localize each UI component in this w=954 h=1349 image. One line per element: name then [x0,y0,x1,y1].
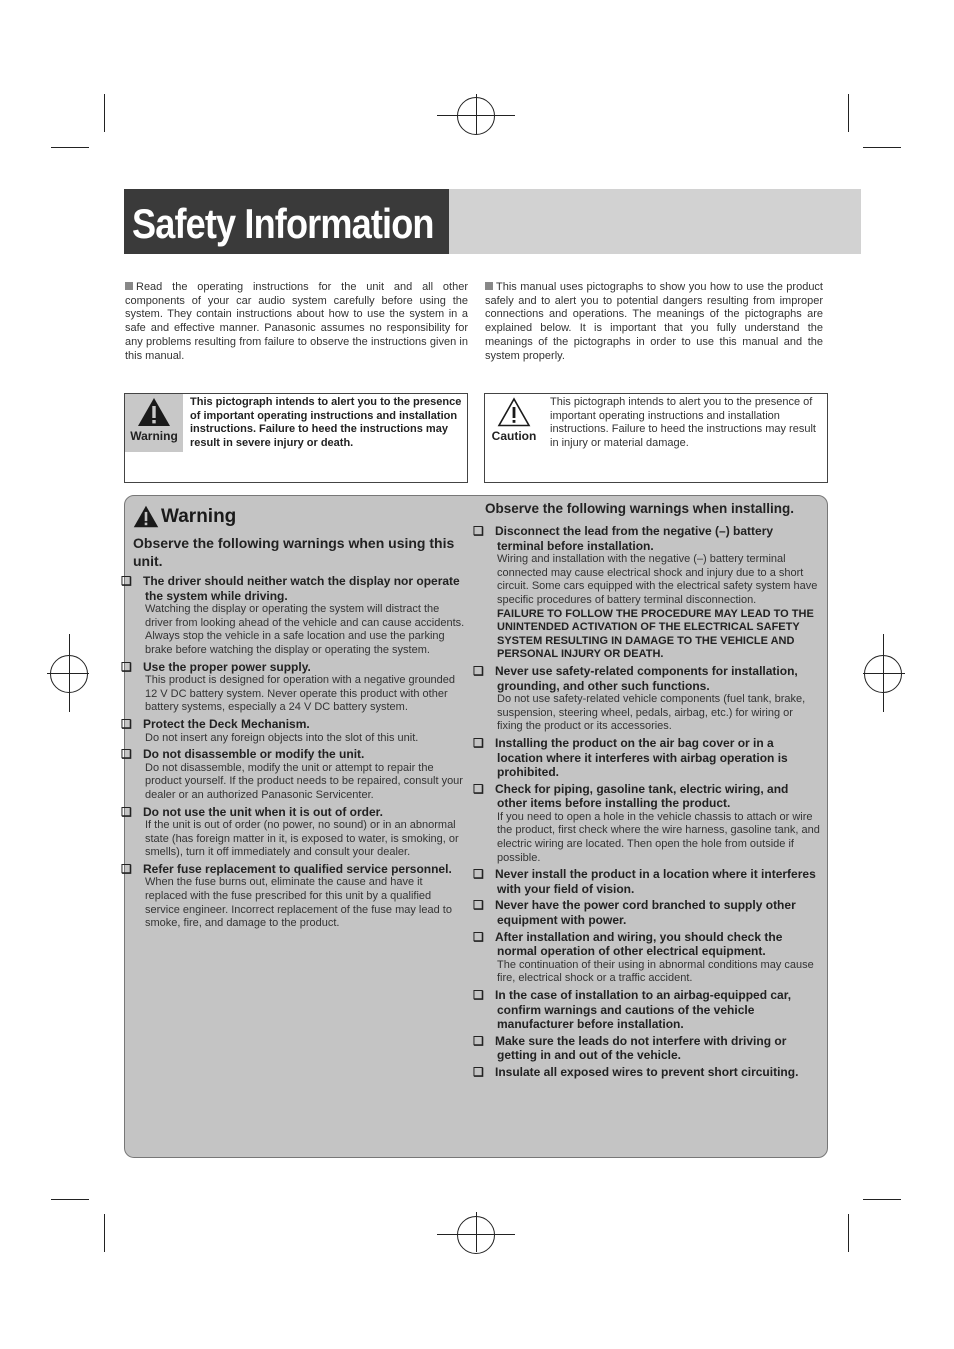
warning-item [473,1033,820,1063]
caution-label: Caution [491,429,537,443]
warning-item-title [473,735,820,780]
warning-item-title-text: Do not disassemble or modify the unit. [143,747,365,762]
crop-mark [104,94,105,132]
warning-item [121,804,467,860]
intro-left-text: Read the operating instructions for the unit and all other components of your car audio system carefully before using the system. They contain instructions about how to use the system in a safe and effective manner. Panasonic assumes no responsibility for any problems resulting from failure to observe the instructions given in this manual. [125,281,468,362]
warning-item-body: When the fuse burns out, eliminate the cause and have it replaced with the fuse prescribed for this unit by a qualified service engineer. Incorrect replacement of the fuse may lead to smoke, fire, and damage to the product. [145,876,452,930]
warning-item-body: Watching the display or operating the system will distract the driver from looking ahead of the vehicle and can cause accidents. Always stop the vehicle in a safe location and use the parking brake before watching the display or operating the system. [145,603,465,656]
warning-item-body: If the unit is out of order (no power, no sound) or in an abnormal state (has foreign matter in it, is exposed to water, is smoking, or smells), turn it off immediately and consult your dealer. [145,819,459,859]
warning-item-body: The continuation of their using in abnormal conditions may cause fire, electrical shock or a traffic accident. [497,958,814,985]
warning-item-title-text: Protect the Deck Mechanism. [143,716,310,731]
warning-item-title [121,747,467,762]
warning-item-body: Do not use safety-related vehicle components (fuel tank, brake, suspension, steering wheel, pedals, airbag, etc.) for wiring or fixing the product or its accessories. [497,693,806,733]
checkbox-bullet-icon: ❏ [473,1064,484,1079]
warning-left-column [121,505,467,933]
warning-item-body: This product is designed for operation with a negative grounded 12 V DC battery system. Never operate this product with other battery systems, especially a 24 V DC battery system. [145,674,456,714]
warning-item-title [473,781,820,811]
checkbox-bullet-icon: ❏ [473,898,484,913]
warning-item [121,747,467,802]
warning-item [473,524,820,662]
warning-heading [133,505,467,528]
page-title: Safety Information [132,200,434,247]
checkbox-bullet-icon: ❏ [473,663,484,678]
caution-icon-cell [485,394,543,452]
registration-mark-line [476,94,477,134]
intro-right-text: This manual uses pictographs to show you how to use the product safely and to alert you to potential dangers resulting from improper connections and operations. The meanings of the pictographs are explained below. It is important that you fully understand the meanings of the pictographs in order to use this manual and the system properly. [485,281,823,362]
checkbox-bullet-icon: ❏ [121,861,132,876]
warning-item-title [473,663,820,693]
warning-item-title [121,574,467,603]
checkbox-bullet-icon: ❏ [121,804,132,819]
warning-item-title-text: Never install the product in a location where it interferes with your field of vision. [495,867,816,896]
warning-item-title [473,524,820,553]
warning-item-title-text: Use the proper power supply. [143,659,311,674]
checkbox-bullet-icon: ❏ [473,735,484,750]
warning-item-title [121,659,467,675]
crop-mark [51,147,89,148]
warning-item [473,781,820,866]
intro-right [485,281,823,363]
warning-heading-text: Warning [161,505,237,527]
checkbox-bullet-icon: ❏ [121,574,132,588]
right-subheading: Observe the following warnings when installing. [485,501,795,516]
warning-item-body: If you need to open a hole in the vehicle chassis to attach or wire the product, first check where the wire harness, gasoline tank, and electric wiring are located. Then open the hole from outside if possible. [497,810,820,864]
registration-mark-line [863,673,905,674]
caution-pictograph-box [484,393,828,483]
warning-item [473,988,820,1032]
crop-mark [104,1214,105,1252]
warning-item-title-text: Installing the product on the air bag cover or in a location where it interferes with airbag operation is prohibited. [495,735,788,780]
intro-left [125,281,468,363]
warning-label: Warning [130,429,178,443]
checkbox-bullet-icon: ❏ [473,524,484,538]
right-warning-list [473,524,820,1080]
warning-right-column [473,500,820,1082]
warning-pictograph-box [124,393,468,483]
warning-item-title-text: Never use safety-related components for installation, grounding, and other such functions. [495,663,798,693]
checkbox-bullet-icon: ❏ [473,781,484,796]
registration-mark-line [476,1212,477,1252]
checkbox-bullet-icon: ❏ [121,659,132,674]
warning-triangle-icon [133,505,159,528]
warning-item [121,716,467,745]
warning-item-title-text: Make sure the leads do not interfere with driving or getting in and out of the vehicle. [495,1033,787,1063]
warning-item-title-text: Refer fuse replacement to qualified service personnel. [143,861,452,876]
warning-item [473,898,820,928]
warning-item-title [473,1033,820,1063]
warning-item [473,867,820,896]
warning-item-body: Wiring and installation with the negative (–) battery terminal connected may cause electrical shock and injury due to a short circuit. Some cars equipped with the electrical safety system have specific procedures of battery terminal disconnection. [497,553,818,606]
warning-item-title [121,716,467,732]
warning-pictograph-text: This pictograph intends to alert you to the presence of important operating instructions and installation instructions. Failure to heed the instructions may result in severe injury or death. [190,396,462,449]
warning-item [473,1064,820,1080]
checkbox-bullet-icon: ❏ [121,747,132,762]
warning-item-title [473,898,820,928]
checkbox-bullet-icon: ❏ [473,1033,484,1048]
checkbox-bullet-icon: ❏ [473,988,484,1002]
warning-item-title-text: After installation and wiring, you should check the normal operation of other electrical equipment. [495,929,783,959]
warning-item [473,929,820,986]
warning-item [121,659,467,715]
caution-pictograph-text: This pictograph intends to alert you to the presence of important operating instructions and installation instructions. Failure to heed the instructions may result in injury or material damage. [550,396,816,449]
warning-item-emphasis: FAILURE TO FOLLOW THE PROCEDURE MAY LEAD TO THE UNINTENDED ACTIVATION OF THE ELECTRICAL SAFETY SYSTEM RESULTING IN DAMAGE TO THE VEHICLE AND PERSONAL INJURY OR DEATH. [497,607,814,661]
warning-item-body: Do not insert any foreign objects into the slot of this unit. [145,731,419,744]
warning-item-body: Do not disassemble, modify the unit or attempt to repair the product yourself. If the product needs to be repaired, consult your dealer or an authorized Panasonic Servicenter. [145,761,463,801]
warning-item-title [473,867,820,896]
left-warning-list [121,574,467,931]
warning-item-title-text: Check for piping, gasoline tank, electric wiring, and other items before installing the product. [495,781,789,811]
crop-mark [51,1199,89,1200]
warning-item-title [473,1064,820,1080]
registration-mark-line [47,673,89,674]
warning-item-title-text: Do not use the unit when it is out of order. [143,804,383,819]
checkbox-bullet-icon: ❏ [121,716,132,731]
warning-item-title [473,988,820,1032]
warning-item-title-text: Never have the power cord branched to supply other equipment with power. [495,898,796,928]
warning-item [121,574,467,658]
left-subheading: Observe the following warnings when using this unit. [133,535,455,569]
warning-item-title-text: The driver should neither watch the display nor operate the system while driving. [143,574,460,603]
crop-mark [863,1199,901,1200]
caution-triangle-icon [497,397,531,427]
crop-mark [848,1214,849,1252]
warning-item-title-text: Insulate all exposed wires to prevent short circuiting. [495,1064,799,1079]
warning-item [121,861,467,931]
warning-item-title [121,804,467,820]
checkbox-bullet-icon: ❏ [473,929,484,944]
warning-item-title [473,929,820,959]
warning-icon-cell [125,394,183,452]
warning-item [473,663,820,734]
warning-item-title [121,861,467,877]
checkbox-bullet-icon: ❏ [473,867,484,882]
square-bullet-icon [485,282,493,290]
warning-item [473,735,820,780]
warning-item-title-text: In the case of installation to an airbag-equipped car, confirm warnings and cautions of the vehicle manufacturer before installation. [495,988,792,1032]
warning-item-title-text: Disconnect the lead from the negative (–) battery terminal before installation. [495,524,774,553]
crop-mark [863,147,901,148]
crop-mark [848,94,849,132]
square-bullet-icon [125,282,133,290]
warning-triangle-icon [137,397,171,427]
